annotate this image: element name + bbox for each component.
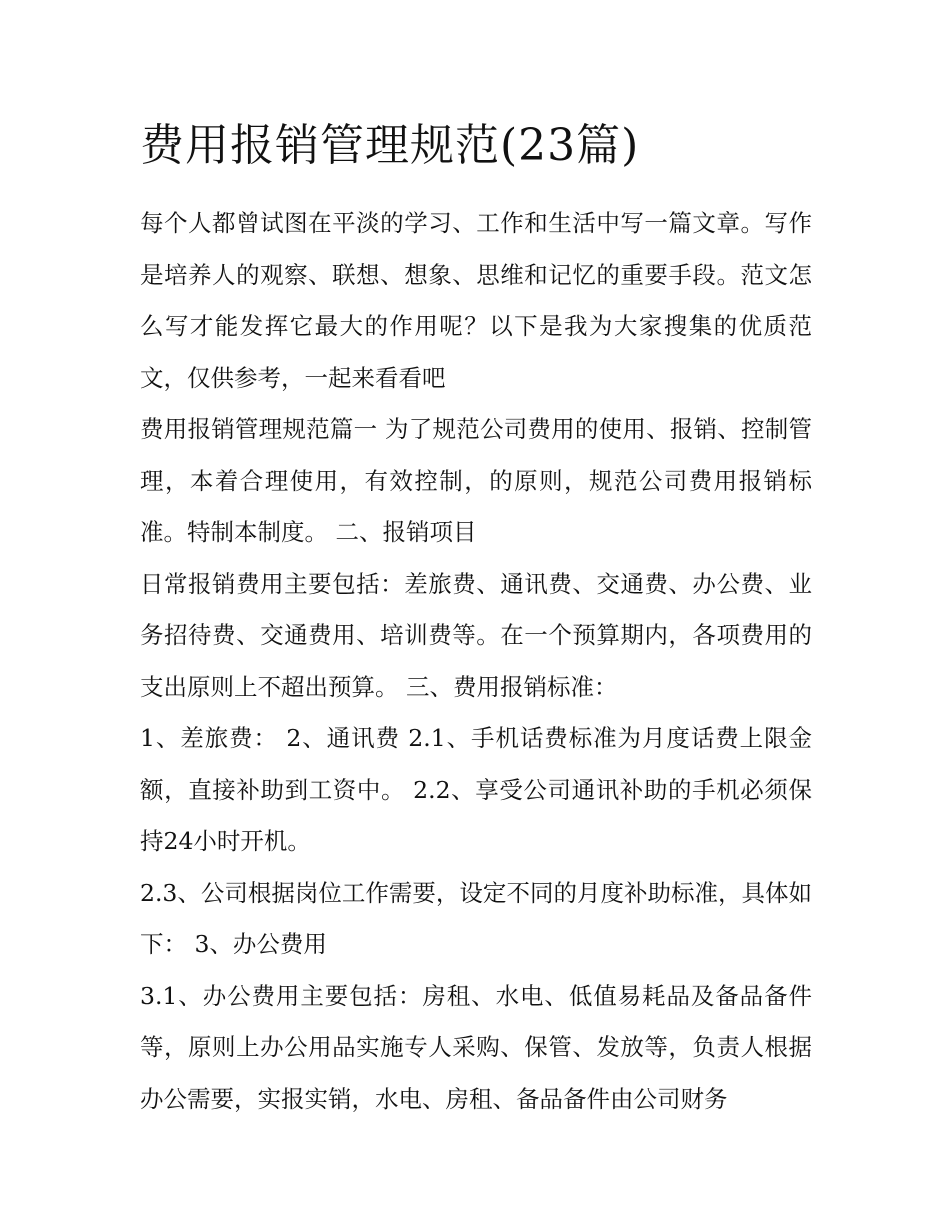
paragraph-section-one: 费用报销管理规范篇一 为了规范公司费用的使用、报销、控制管理，本着合理使用，有效控制，的原则，规范公司费用报销标准。特制本制度。 二、报销项目 (140, 415, 812, 546)
paragraph-travel-communication: 1、差旅费： 2、通讯费 2.1、手机话费标准为月度话费上限金额，直接补助到工资中。 2.2、享受公司通讯补助的手机必须保持24小时开机。 (140, 724, 812, 855)
paragraph-office-expenses: 3.1、办公费用主要包括：房租、水电、低值易耗品及备品备件等，原则上办公用品实施专人采购、保管、发放等，负责人根据办公需要，实报实销，水电、房租、备品备件由公司财务 (140, 981, 812, 1113)
document-body (140, 198, 812, 1125)
paragraph-subsidy-standard: 2.3、公司根据岗位工作需要，设定不同的月度补助标准，具体如下： 3、办公费用 (140, 878, 812, 958)
paragraph-reimbursement-items: 日常报销费用主要包括：差旅费、通讯费、交通费、办公费、业务招待费、交通费用、培训费等。在一个预算期内，各项费用的支出原则上不超出预算。 三、费用报销标准： (140, 569, 812, 701)
document-title: 费用报销管理规范(23篇) (140, 120, 640, 171)
paragraph-intro: 每个人都曾试图在平淡的学习、工作和生活中写一篇文章。写作是培养人的观察、联想、想象、思维和记忆的重要手段。范文怎么写才能发挥它最大的作用呢？以下是我为大家搜集的优质范文，仅供参考，一起来看看吧 (140, 209, 812, 392)
